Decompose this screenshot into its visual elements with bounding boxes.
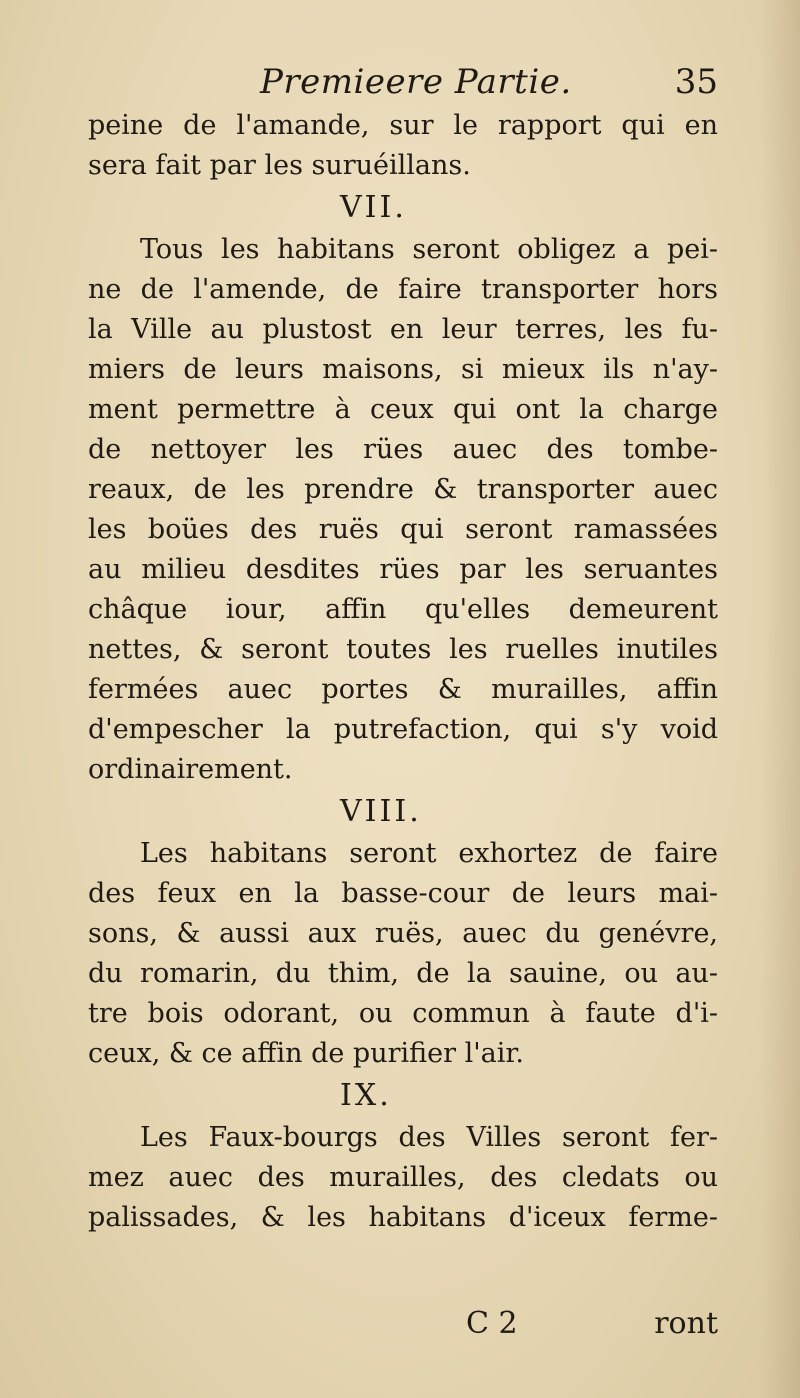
section-number: IX. [340,1078,392,1113]
text-line: sons, & aussi aux ruës, auec du genévre, [88,918,718,949]
text-line: ne de l'amende, de faire transporter hors [88,274,718,305]
text-line: Tous les habitans seront obligez a pei- [140,234,718,265]
running-head [88,62,718,106]
text-line: ment permettre à ceux qui ont la charge [88,394,718,425]
text-line: fermées auec portes & murailles, affin [88,674,718,705]
text-line: les boües des ruës qui seront ramassées [88,514,718,545]
text-line: palissades, & les habitans d'iceux ferme- [88,1202,718,1233]
text-line: Les Faux-bourgs des Villes seront fer- [140,1122,718,1153]
text-line: reaux, de les prendre & transporter auec [88,474,718,505]
text-line: des feux en la basse-cour de leurs mai- [88,878,718,909]
catchword: ront [654,1306,718,1341]
text-line: la Ville au plustost en leur terres, les fu- [88,314,718,345]
page-number: 35 [674,62,718,102]
page-footer [88,1306,718,1350]
text-line: ceux, & ce affin de purifier l'air. [88,1038,524,1069]
text-line: miers de leurs maisons, si mieux ils n'ay- [88,354,718,385]
text-line: nettes, & seront toutes les ruelles inutiles [88,634,718,665]
section-number: VII. [340,190,407,225]
signature-mark: C 2 [466,1306,518,1341]
text-line: peine de l'amande, sur le rapport qui en [88,110,718,141]
text-line: ordinairement. [88,754,293,785]
body-text [88,106,718,1238]
text-line: mez auec des murailles, des cledats ou [88,1162,718,1193]
running-head-title: Premieere Partie. [260,62,572,102]
text-line: d'empescher la putrefaction, qui s'y void [88,714,718,745]
text-line: du romarin, du thim, de la sauine, ou au- [88,958,718,989]
text-line: châque iour, affin qu'elles demeurent [88,594,718,625]
text-line: sera fait par les suruéillans. [88,150,471,181]
text-line: de nettoyer les rües auec des tombe- [88,434,718,465]
text-line: Les habitans seront exhortez de faire [140,838,718,869]
section-number: VIII. [340,794,422,829]
page-edge-shadow [760,0,800,1398]
text-line: tre bois odorant, ou commun à faute d'i- [88,998,718,1029]
text-line: au milieu desdites rües par les seruantes [88,554,718,585]
